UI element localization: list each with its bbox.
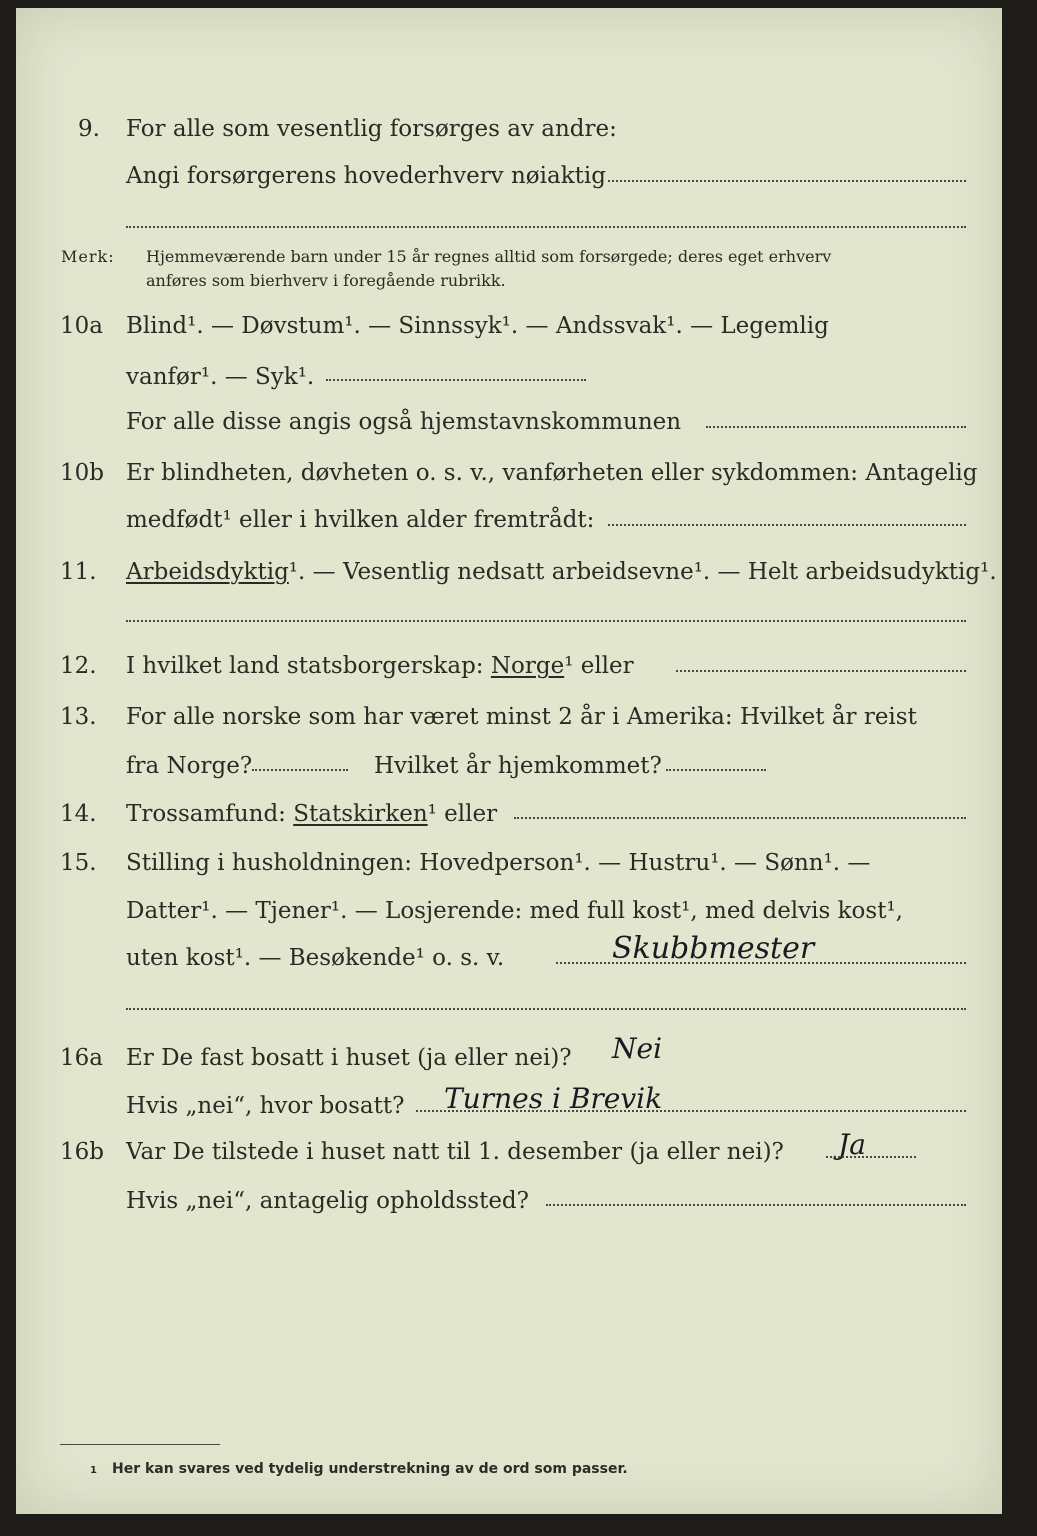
q11-extra-line: [126, 620, 966, 622]
q16a-number: 16a: [60, 1045, 103, 1071]
q12-line: [126, 652, 634, 680]
q16b-number: 16b: [60, 1139, 104, 1165]
q13-right-line: [666, 769, 766, 771]
q14-line: [126, 800, 497, 828]
q10b-line2: medfødt¹ eller i hvilken alder fremtrådt:: [126, 507, 595, 533]
q16b-handwritten-answer1: Ja: [838, 1128, 866, 1161]
q11-number: 11.: [60, 559, 97, 585]
q16a-handwritten-answer1: Nei: [612, 1032, 663, 1065]
q10b-number: 10b: [60, 460, 104, 486]
q16b-place-line: [546, 1204, 966, 1206]
q11-rest: ¹. — Vesentlig nedsatt arbeidsevne¹. — Helt arbeidsudyktig¹.: [288, 559, 997, 585]
q9-answer-line: [608, 180, 966, 182]
q15-answer-line: [556, 962, 966, 964]
q11-line: [126, 558, 997, 586]
q12-pre: I hvilket land statsborgerskap:: [126, 653, 484, 679]
q12-answer-line: [676, 670, 966, 672]
q10b-line1: Er blindheten, døvheten o. s. v., vanførheten eller sykdommen: Antagelig: [126, 460, 978, 486]
q15-extra-line: [126, 1008, 966, 1010]
q16a-answer-line: [416, 1110, 966, 1112]
q16a-line2: Hvis „nei“, hvor bosatt?: [126, 1093, 405, 1119]
q10a-line3: For alle disse angis også hjemstavnskommunen: [126, 409, 682, 435]
q16b-line1: Var De tilstede i huset natt til 1. desember (ja eller nei)?: [126, 1139, 784, 1165]
q15-handwritten-answer: Skubbmester: [612, 931, 815, 966]
q12-option-norge: Norge: [490, 653, 565, 679]
q9-line1: For alle som vesentlig forsørges av andre:: [126, 116, 617, 142]
q14-answer-line: [514, 817, 966, 819]
q14-option-statskirken: Statskirken: [293, 801, 428, 827]
footnote-divider: [60, 1444, 220, 1445]
q16b-answer-line: [826, 1156, 916, 1158]
q12-number: 12.: [60, 653, 97, 679]
q15-line2: Datter¹. — Tjener¹. — Losjerende: med full kost¹, med delvis kost¹,: [126, 898, 903, 924]
q16b-line2: Hvis „nei“, antagelig opholdssted?: [126, 1188, 529, 1214]
q15-line3: uten kost¹. — Besøkende¹ o. s. v.: [126, 945, 505, 971]
q13-line2b: Hvilket år hjemkommet?: [374, 753, 662, 779]
q11-option-arbeidsdyktig: Arbeidsdyktig: [126, 559, 289, 585]
q9-line2: Angi forsørgerens hovederhverv nøiaktig: [126, 163, 606, 189]
q12-post: ¹ eller: [564, 653, 634, 679]
footnote-mark: 1: [90, 1465, 97, 1476]
q13-left-line: [252, 769, 348, 771]
q14-pre: Trossamfund:: [126, 801, 286, 827]
merk-line2: anføres som bierhverv i foregående rubrikk.: [146, 271, 506, 290]
merk-line1: Hjemmeværende barn under 15 år regnes alltid som forsørgede; deres eget erhverv: [146, 247, 832, 266]
q10a-number: 10a: [60, 313, 103, 339]
q15-line1: Stilling i husholdningen: Hovedperson¹. — Hustru¹. — Sønn¹. —: [126, 850, 871, 876]
q10a-line2: vanfør¹. — Syk¹.: [126, 364, 315, 390]
q10a-sick-line: [326, 379, 586, 381]
q15-number: 15.: [60, 850, 97, 876]
q10a-line1: Blind¹. — Døvstum¹. — Sinnssyk¹. — Andssvak¹. — Legemlig: [126, 313, 829, 339]
footnote-text: Her kan svares ved tydelig understrekning av de ord som passer.: [112, 1461, 628, 1477]
q9-number: 9.: [78, 116, 100, 142]
q10b-answer-line: [608, 524, 966, 526]
q13-line1: For alle norske som har været minst 2 år i Amerika: Hvilket år reist: [126, 704, 917, 730]
q13-line2a: fra Norge?: [126, 753, 253, 779]
q9-extra-line: [126, 226, 966, 228]
q16a-handwritten-answer2: Turnes i Brevik: [444, 1082, 663, 1115]
q14-post: ¹ eller: [427, 801, 498, 827]
q16a-line1: Er De fast bosatt i huset (ja eller nei)?: [126, 1045, 572, 1071]
merk-label: Merk:: [61, 247, 115, 266]
q10a-home-line: [706, 426, 966, 428]
q13-number: 13.: [60, 704, 97, 730]
census-form-page: [16, 8, 1002, 1514]
q14-number: 14.: [60, 801, 97, 827]
